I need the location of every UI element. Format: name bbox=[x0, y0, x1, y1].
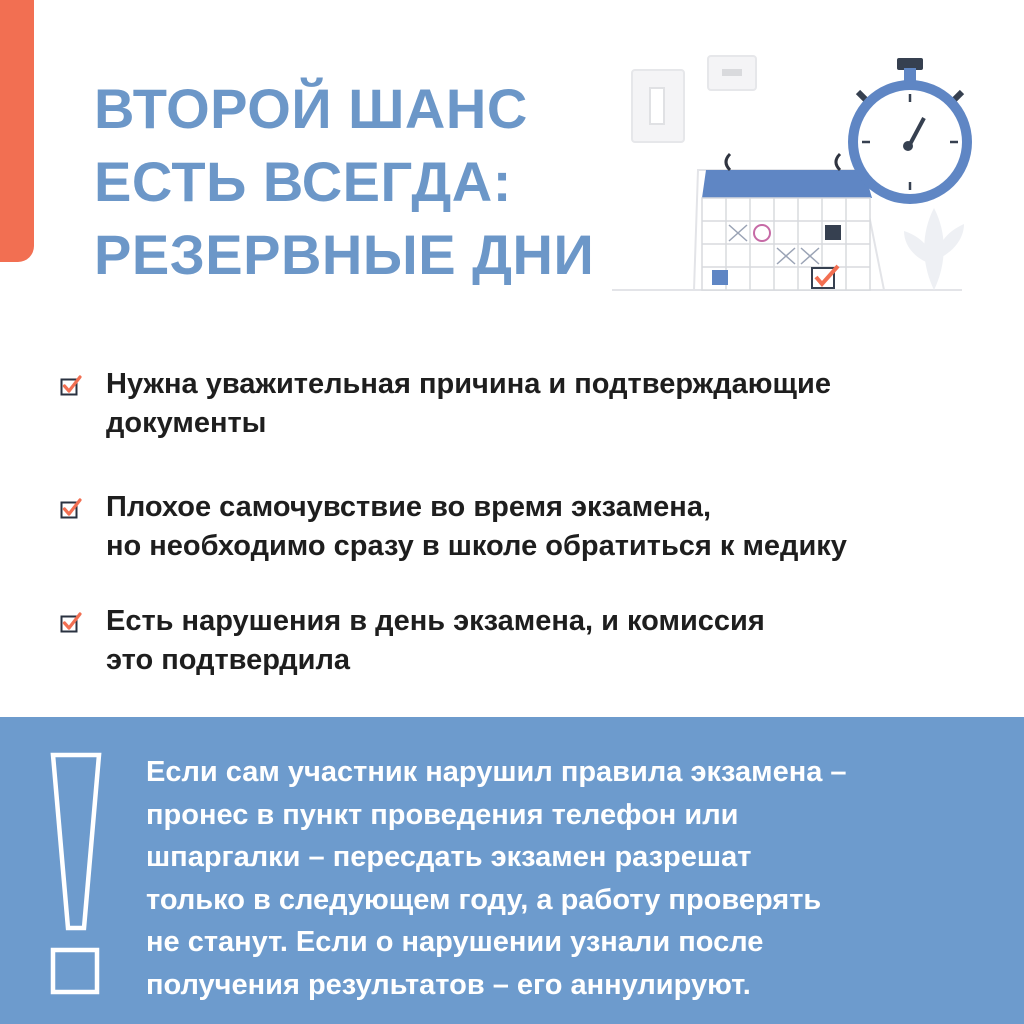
notice-line: Если сам участник нарушил правила экзамена – bbox=[146, 756, 847, 788]
accent-bar bbox=[0, 0, 34, 262]
page-title bbox=[94, 72, 594, 291]
list-item bbox=[56, 488, 996, 566]
list-item bbox=[56, 365, 996, 443]
notice-line: не станут. Если о нарушении узнали после bbox=[146, 926, 764, 958]
list-item bbox=[56, 602, 996, 680]
calendar-stopwatch-illustration bbox=[612, 50, 972, 300]
stopwatch-icon bbox=[848, 58, 972, 204]
exclamation-mark-icon bbox=[48, 750, 104, 998]
condition-line: но необходимо сразу в школе обратиться к медику bbox=[106, 530, 847, 562]
title-line-3: РЕЗЕРВНЫЕ ДНИ bbox=[94, 223, 595, 286]
condition-line: это подтвердила bbox=[106, 644, 351, 676]
checkbox-checked-icon bbox=[60, 497, 82, 519]
condition-line: Плохое самочувствие во время экзамена, bbox=[106, 491, 712, 523]
condition-line: документы bbox=[106, 407, 267, 439]
notice-line: пронес в пункт проведения телефон или bbox=[146, 798, 739, 831]
condition-line: Есть нарушения в день экзамена, и комиссия bbox=[106, 605, 765, 637]
notice-line: шпаргалки – пересдать экзамен разрешат bbox=[146, 841, 752, 873]
calendar-icon bbox=[694, 154, 884, 290]
conditions-list bbox=[56, 365, 996, 725]
title-line-2: ЕСТЬ ВСЕГДА: bbox=[94, 150, 512, 213]
title-line-1: ВТОРОЙ ШАНС bbox=[94, 77, 528, 140]
notice-text bbox=[146, 751, 996, 1006]
checkbox-checked-icon bbox=[60, 374, 82, 396]
notice-panel bbox=[0, 717, 1024, 1024]
checkbox-checked-icon bbox=[60, 611, 82, 633]
notice-line: только в следующем году, а работу проверять bbox=[146, 883, 822, 916]
notice-line: получения результатов – его аннулируют. bbox=[146, 968, 751, 1001]
condition-line: Нужна уважительная причина и подтверждающие bbox=[106, 368, 831, 400]
plant-icon bbox=[904, 208, 964, 290]
